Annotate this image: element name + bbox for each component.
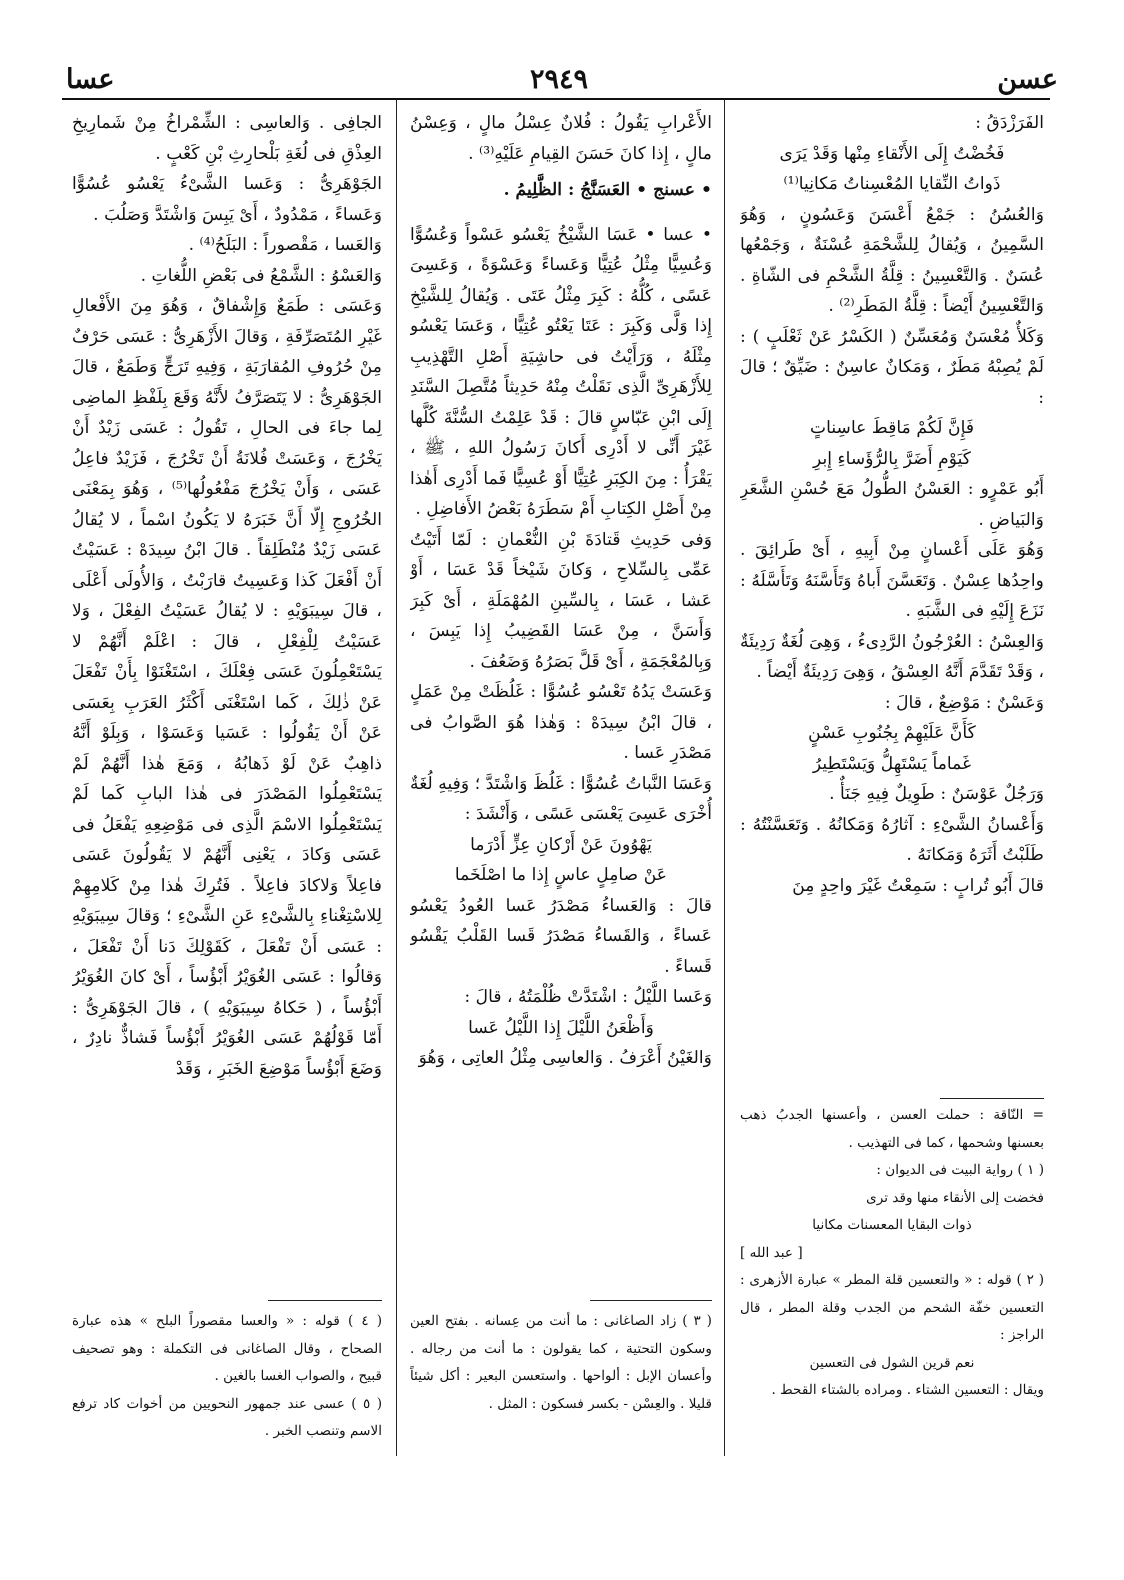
- footnote-text: ( ٥ ) عسى عند جمهور النحويين من أخوات كاد ترفع الاسم وتنصب الخبر .: [72, 1395, 382, 1439]
- footnotes-right: [740, 1102, 1044, 1462]
- footnote-signature: [ عبد الله ]: [740, 1244, 803, 1261]
- paragraph: وَرَجُلٌ عَوْسَنٌ : طَوِيلٌ فِيهِ جَنَأٌ .: [829, 784, 1044, 804]
- column-divider-left: [396, 100, 397, 1456]
- footnote-verse: ذوات البقايا المعسنات مكانيا: [812, 1217, 972, 1233]
- verse-line: غَماماً يَسْتَهِلُّ وَيَسْتَطِيرُ: [812, 753, 972, 774]
- column-divider-right: [724, 100, 725, 1456]
- verse-line: وَأَظْعَنُ اللَّيْلَ إِذا اللَّيْلُ عَسا: [468, 1017, 654, 1038]
- paragraph: وَعَسَا النَّباتُ عُسُوًّا : غَلُظَ وَاشْتَدَّ ؛ وَفِيهِ لُغَةٌ أُخْرَى عَسِىَ يَعْسَى عَسًى ، وَأَنْشَدَ :: [410, 773, 712, 824]
- paragraph: قالَ : وَالعَساءُ مَصْدَرُ عَسا العُودُ يَعْسُو عَساءً ، وَالقَساءُ مَصْدَرُ قَسا القَلْبُ يَقْسُو قَساءً .: [410, 895, 712, 977]
- footnote-rule-middle: [590, 1300, 712, 1301]
- paragraph: قالَ أَبُو تُرابٍ : سَمِعْتُ غَيْرَ واحِدٍ مِنَ: [792, 875, 1044, 896]
- column-left: [72, 108, 382, 1284]
- footnotes-left: [72, 1308, 382, 1478]
- entry-heading-asnj: • عسنج • العَسَنَّجُ : الظَّلِيمُ .: [503, 180, 712, 200]
- paragraph: وَأَعْسانُ الشَّىْءِ : آثارُهُ وَمَكانُهُ . وَتَعَسَّنْتُهُ : طَلَبْتُ أَثَرَهُ وَمَكانَهُ .: [740, 814, 1044, 865]
- paragraph: وَفى حَدِيثِ قَتادَةَ بْنِ النُّعْمانِ : لَمّا أَتَيْتُ عَمِّى بِالسِّلاحِ ، وَكانَ شَيْخاً قَدْ عَسَا ، أَوْ عَشا ، عَسَا ، بِالسِّينِ المُهْمَلَةِ ، أَىْ كَبِرَ وَأَسَنَّ ، مِنْ عَسَا القَضِيبُ إِذا يَبِسَ ، وَبِالمُعْجَمَةِ ، أَىْ قَلَّ بَصَرُهُ وَضَعُفَ .: [410, 529, 712, 672]
- footnote-text: ( ٤ ) قوله : « والعسا مقصوراً البلح » هذه عبارة الصحاح ، وقال الصاغانى فى التكملة : وهو تصحيف قبيح ، والصواب الغسا بالغين .: [72, 1313, 382, 1384]
- paragraph: وَهُوَ عَلَى أَعْسانٍ مِنْ أَبِيهِ ، أَىْ طَرائِقَ . واحِدُها عِسْنٌ . وَتَعَسَّنَ أَباهُ وَتَأَسَّنَهُ وَتَأَسَّلَهُ : نَزَعَ إِلَيْهِ فى الشَّبَهِ .: [740, 540, 1044, 621]
- column-middle: [410, 108, 712, 1284]
- header-entry-left: عسا: [66, 64, 115, 95]
- paragraph: وَالغَيْنُ أَعْرَفُ . وَالعاسِى مِثْلُ العاتِى ، وَهُوَ: [418, 1048, 712, 1068]
- verse-line: عَنْ صامِلٍ عاسٍ إِذا ما اصْلَخَما: [454, 865, 668, 885]
- paragraph: وَعَسَى : طَمَعٌ وَإِشْفاقٌ ، وَهُوَ مِنَ الأَفْعالِ غَيْرِ المُتَصَرِّفَةِ ، وَقالَ الأَزْهَرِىُّ : عَسَى حَرْفٌ مِنْ حُرُوفِ المُقارَبَةِ ، وَفِيهِ تَرَجٍّ وَطَمَعٌ ، قالَ الجَوْهَرِىُّ : لا يَتَصَرَّفُ لأَنَّهُ وَقَعَ بِلَفْظِ الماضِى لِما جاءَ فى الحالِ ، تَقُولُ : عَسَى زَيْدٌ أَنْ يَخْرُجَ ، وَعَسَتْ فُلانَةُ أَنْ تَخْرُجَ ، فَزَيْدٌ فاعِلُ عَسَى ، وَأَنْ يَخْرُجَ مَفْعُولُها⁽⁵⁾ ، وَهُوَ بِمَعْنَى الخُرُوجِ إِلّا أَنَّ خَبَرَهُ لا يَكُونُ اسْماً ، لا يُقالُ عَسَى زَيْدٌ مُنْطَلِقاً . قالَ ابْنُ سِيدَهْ : عَسَيْتُ أَنْ أَفْعَلَ كَذا وَعَسِيتُ قارَبْتُ ، وَالأُولَى أَعْلَى ، قالَ سِيبَوَيْهِ : لا يُقالُ عَسَيْتُ الفِعْلَ ، وَلا عَسَيْتُ لِلْفِعْلِ ، قالَ : اعْلَمْ أَنَّهُمْ لا يَسْتَعْمِلُونَ عَسَى فِعْلَكَ ، اسْتَغْنَوْا بِأَنْ تَفْعَلَ عَنْ ذٰلِكَ ، كَما اسْتَغْنَى أَكْثَرُ العَرَبِ بِعَسَى عَنْ أَنْ يَقُولُوا : عَسَيا وَعَسَوْا ، وَبِلَوْ أَنَّهُ ذاهِبٌ عَنْ لَوْ ذَهابُهُ ، وَمَعَ هٰذا أَنَّهُمْ لَمْ يَسْتَعْمِلُوا المَصْدَرَ فى هٰذا البابِ كَما لَمْ يَسْتَعْمِلُوا الاسْمَ الَّذِى فى مَوْضِعِهِ يَفْعَلُ فى عَسَى وَكادَ ، يَعْنِى أَنَّهُمْ لا يَقُولُونَ عَسَى فاعِلاً وَلاكادَ فاعِلاً . فَتُرِكَ هٰذا مِنْ كَلامِهِمْ لِلاسْتِغْناءِ بِالشَّىْءِ عَنِ الشَّىْءِ ؛ وَقالَ سِيبَوَيْهِ : عَسَى أَنْ تَفْعَلَ ، كَقَوْلِكَ دَنا أَنْ تَفْعَلَ ، وَقالُوا : عَسَى الغُوَيْرُ أَبْؤُساً ، أَىْ كانَ الغُوَيْرُ أَبْؤُساً ، ( حَكاهُ سِيبَوَيْهِ ) ، قالَ الجَوْهَرِىُّ : أَمّا قَوْلُهُمْ عَسَى الغُوَيْرُ أَبْؤُساً فَشاذٌّ نادِرٌ ، وَضَعَ أَبْؤُساً مَوْضِعَ الخَبَرِ ، وَقَدْ: [72, 296, 382, 1079]
- paragraph: وَعَسْنٌ : مَوْضِعٌ ، قالَ :: [884, 692, 1044, 713]
- paragraph: وَعَسَتْ يَدُهُ تَعْسُو عُسُوًّا : غَلُظَتْ مِنْ عَمَلٍ ، قالَ ابْنُ سِيدَهْ : وَهٰذا هُوَ الصَّوابُ فى مَصْدَرِ عَسا .: [410, 682, 712, 763]
- paragraph: وَالعَسْوُ : الشَّمْعُ فى بَعْضِ اللُّغاتِ .: [140, 265, 382, 286]
- verse-line: يَهْوُونَ عَنْ أَرْكانِ عِزٍّ أَدْرَما: [470, 834, 652, 855]
- footnote-text: ( ١ ) رواية البيت فى الديوان :: [876, 1162, 1044, 1178]
- footnote-rule-right: [940, 1098, 1044, 1099]
- paragraph: الجافِى . وَالعاسِى : الشِّمْراخُ مِنْ شَمارِيخِ العِذْقِ فى لُغَةِ بَلْحارِثِ بْنِ كَعْبٍ .: [72, 113, 382, 164]
- header-entry-right: عسن: [997, 64, 1058, 95]
- verse-line: فَإِنَّ لَكُمْ مَاقِطَ عاسِناتٍ: [809, 418, 975, 438]
- footnote-rule-left: [268, 1300, 382, 1301]
- verse-line: ذَواتُ النِّقايا المُعْسِناتُ مَكانِيا⁽¹⁾: [783, 174, 1001, 194]
- verse-line: فَخُضْتُ إِلَى الأَنْقاءِ مِنْها وَقَدْ يَرَى: [779, 143, 1005, 164]
- footnote-verse: نعم قرين الشول فى التعسين: [809, 1354, 975, 1371]
- verse-line: كَأَنَّ عَلَيْهِمْ بِجُنُوبِ عَسْنٍ: [808, 723, 976, 743]
- footnote-text: = النّاقة : حملت العسن ، وأعسنها الجدبُ ذهب بعسنها وشحمها ، كما فى التهذيب .: [740, 1107, 1044, 1151]
- page-number: ٢٩٤٩: [530, 64, 589, 95]
- paragraph: وَكَلأٌ مُعْسَنٌ وَمُعَسِّنٌ ( الكَسْرُ عَنْ ثَعْلَبٍ ) : لَمْ يُصِبْهُ مَطَرٌ ، وَمَكانٌ عاسِنٌ : ضَيِّقٌ ؛ قالَ :: [740, 326, 1044, 408]
- footnote-text: ويقال : التعسين الشتاء . ومراده بالشتاء القحط .: [771, 1382, 1044, 1398]
- paragraph: أَبُو عَمْرٍو : العَسْنُ الطُّولُ مَعَ حُسْنِ الشَّعَرِ وَالبَياضِ .: [740, 479, 1044, 530]
- paragraph: الأَعْرابِ يَقُولُ : فُلانٌ عِسْلُ مالٍ ، وَعِسْنُ مالٍ ، إِذا كانَ حَسَنَ القِيامِ عَلَيْهِ⁽³⁾ .: [410, 113, 712, 164]
- paragraph: وَالعُسُنُ : جَمْعُ أَعْسَنَ وَعَسُونٍ ، وَهُوَ السَّمِينُ ، وَيُقالُ لِلشَّحْمَةِ عُسْنَةٌ ، وَجَمْعُها عُسَنٌ . وَالتَّعْسِينُ : قِلَّةُ الشَّحْمِ فى الشّاةِ . وَالتَّعْسِينُ أَيْضاً : قِلَّةُ المَطَرِ⁽²⁾ .: [740, 204, 1044, 316]
- column-right: [740, 108, 1044, 1090]
- footnotes-middle: [410, 1308, 712, 1478]
- verse-line: كَيَوْمِ أَضَرَّ بِالرُّؤَساءِ إِبرِ: [813, 448, 971, 469]
- paragraph: وَالعَسا ، مَقْصوراً : البَلَحُ⁽⁴⁾ .: [188, 235, 382, 255]
- paragraph: وَعَسا اللَّيْلُ : اشْتَدَّتْ ظُلْمَتُهُ ، قالَ :: [464, 987, 712, 1007]
- entry-asa: • عسا • عَسَا الشَّيْخُ يَعْسُو عَسْواً وَعُسُوًّا وَعُسِيًّا مِثْلُ عُتِيًّا وَعَساءً وَعَسْوَةً ، وَعَسِىَ عَسًى ، كُلُّهُ : كَبِرَ مِثْلُ عَتَى . وَيُقالُ لِلشَّيْخِ إِذا وَلَّى وَكَبِرَ : عَتَا يَعْتُو عُتِيًّا ، وَعَسَا يَعْسُو مِثْلَهُ ، وَرَأَيْتُ فى حاشِيَةِ أَصْلِ التَّهْذِيبِ لِلأَزْهَرِىِّ الَّذِى نَقَلْتُ مِنْهُ حَدِيثاً مُتَّصِلَ السَّنَدِ إِلَى ابْنِ عَبّاسٍ قالَ : قَدْ عَلِمْتُ السُّنَّةَ كُلَّها غَيْرَ أَنِّى لا أَدْرِى أَكانَ رَسُولُ اللهِ ، ﷺ ، يَقْرَأُ : مِنَ الكِبَرِ عُتِيًّا أَوْ عُسِيًّا فَما أَدْرِى أَهٰذا مِنْ أَصْلِ الكِتابِ أَمْ سَطَرَهُ بَعْضُ الأَفاضِلِ .: [410, 224, 712, 519]
- footnote-text: فخضت إلى الأنقاء منها وقد ترى: [866, 1189, 1044, 1206]
- footnote-text: ( ٢ ) قوله : « والتعسين قلة المطر » عبارة الأزهرى : التعسين خفّة الشحم من الجدب وقلة المطر ، قال الراجز :: [740, 1272, 1044, 1343]
- paragraph: وَالعِسْنُ : العُرْجُونُ الرَّدِىءُ ، وَهِىَ لُغَةٌ رَدِيئَةٌ ، وَقَدْ تَقَدَّمَ أَنَّهُ العِسْقُ ، وَهِىَ رَدِيئَةٌ أَيْضاً .: [740, 631, 1044, 682]
- footnote-text: ( ٣ ) زاد الصاغانى : ما أنت من عِسانه . بفتح العين وسكون التحتية ، كما يقولون : ما أنت من رجاله . وأعسان الإبل : ألواحها . واستعسن البعير : أكل شيئاً قليلا . والعِسْن - بكسر فسكون : المثل .: [410, 1313, 712, 1412]
- header-rule: [62, 98, 1050, 100]
- text-line: الفَرَزْدَقُ :: [975, 113, 1044, 133]
- paragraph: الجَوْهَرِىُّ : وَعَسا الشَّىْءُ يَعْسُو عُسُوًّا وَعَساءً ، مَمْدُودٌ ، أَىْ يَبِسَ وَاشْتَدَّ وَصَلُبَ .: [72, 174, 382, 225]
